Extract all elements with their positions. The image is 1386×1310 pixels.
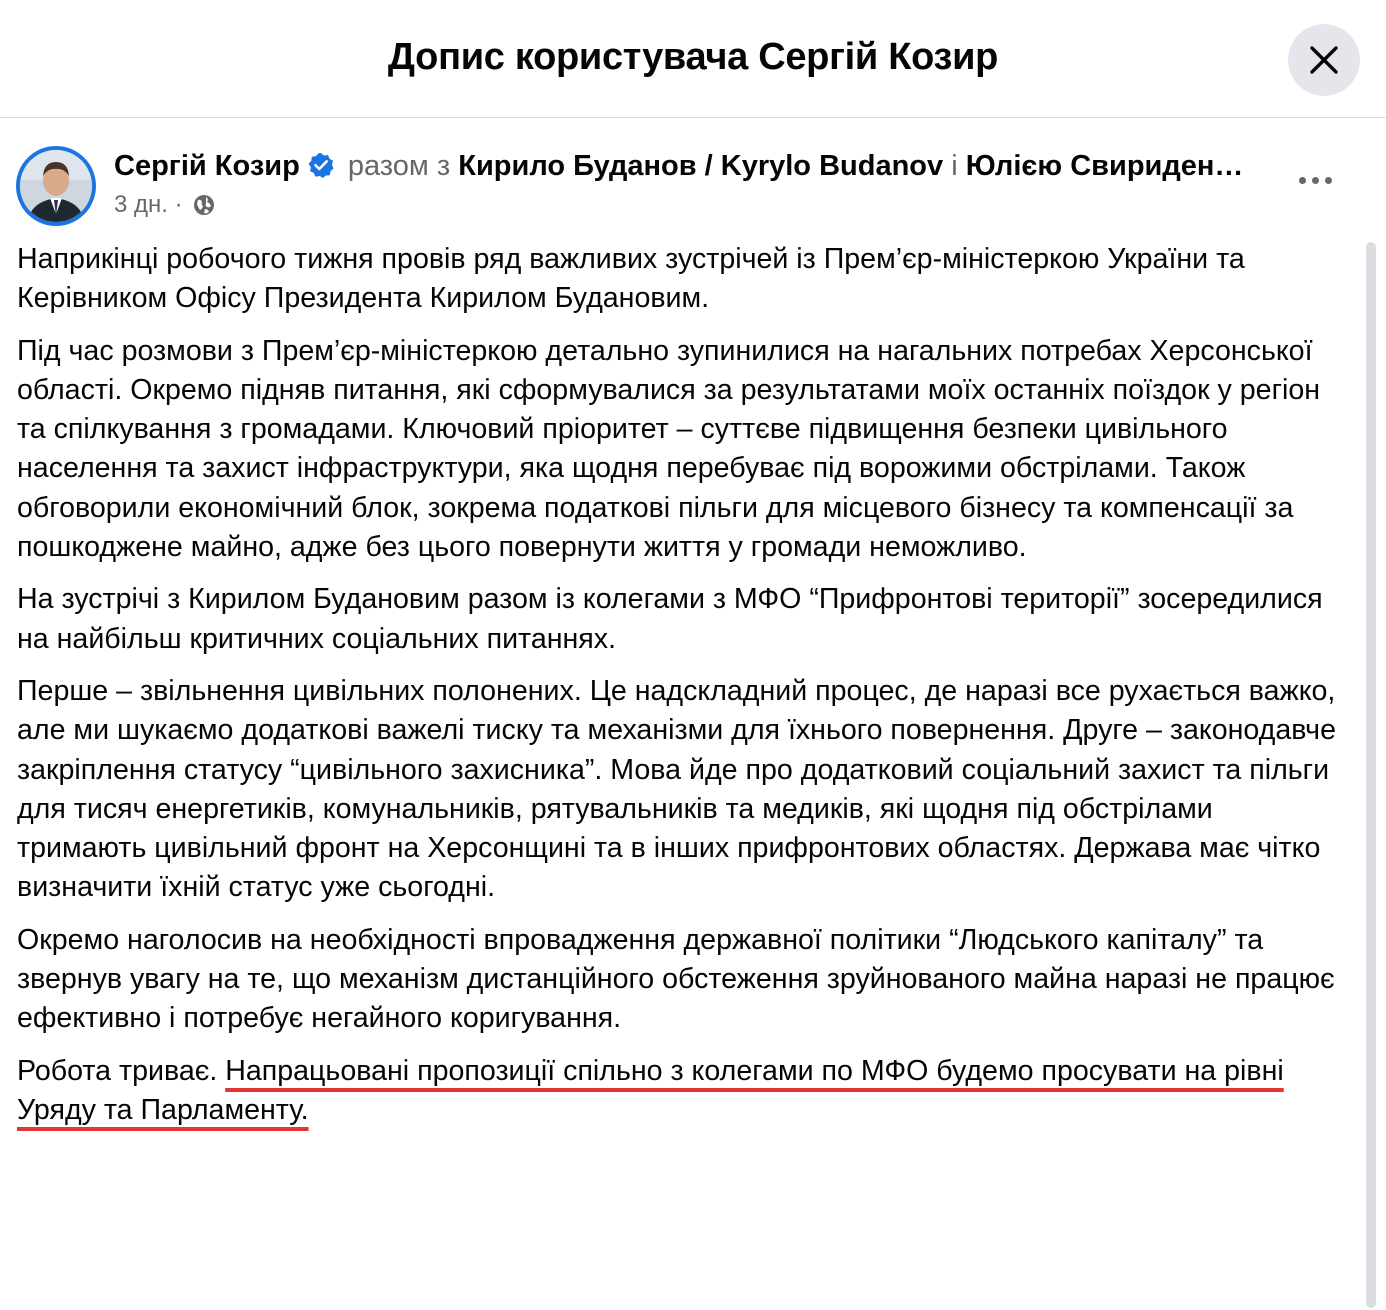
post-meta <box>114 190 215 224</box>
avatar[interactable] <box>16 146 96 226</box>
scrollbar-thumb[interactable] <box>1366 242 1376 1308</box>
dialog-title: Допис користувача Сергій Козир <box>387 36 999 78</box>
highlighted-text: Напрацьовані пропозиції спільно з колегами по МФО будемо просувати на рівні Уряду та Парламенту. <box>17 1054 1284 1126</box>
post-paragraph: Окремо наголосив на необхідності впровадження державної політики “Людського капіталу” та звернув увагу на те, що механізм дистанційного обстеження зруйнованого майна наразі не працює ефективно і потребує негайного коригування. <box>17 923 1335 1035</box>
more-options-icon <box>1299 177 1306 184</box>
paragraph-plain-text: Робота триває. <box>17 1054 226 1087</box>
post-paragraph-last <box>17 1052 1347 1131</box>
post-paragraph: На зустрічі з Кирилом Будановим разом із колегами з МФО “Прифронтові території” зосередилися на найбільш критичних соціальних питаннях. <box>17 583 1323 655</box>
more-options-icon <box>1312 177 1319 184</box>
dialog-header <box>0 0 1386 118</box>
post-content <box>0 118 1386 1192</box>
author-line <box>114 148 1274 187</box>
avatar-photo <box>20 150 92 222</box>
with-text: разом з <box>347 150 451 182</box>
more-options-button[interactable] <box>1296 162 1336 198</box>
post-time[interactable]: 3 дн. <box>114 191 168 218</box>
verified-badge-icon <box>308 151 334 187</box>
tagged-user-2[interactable]: Юлією Свириден… <box>965 150 1244 182</box>
scrollbar[interactable] <box>1360 240 1382 1310</box>
and-text: і <box>951 150 958 182</box>
post-paragraph: Під час розмови з Прем’єр-міністеркою детально зупинилися на нагальних потребах Херсонської області. Окремо підняв питання, які сформувалися за результатами моїх останніх поїздок у регіон та спілкування з громадами. Ключовий пріоритет – суттєве підвищення безпеки цивільного населення та захист інфраструктури, яка щодня перебуває під ворожими обстрілами. Також обговорили економічний блок, зокрема податкові пільги для місцевого бізнесу та компенсації за пошкоджене майно, адже без цього повернути життя у громади неможливо. <box>17 334 1321 564</box>
close-button[interactable] <box>1288 24 1360 96</box>
post-paragraph: Наприкінці робочого тижня провів ряд важливих зустрічей із Прем’єр-міністеркою України та Керівником Офісу Президента Кирилом Будановим. <box>17 243 1245 315</box>
post-paragraph: Перше – звільнення цивільних полонених. Це надскладний процес, де наразі все рухається важко, але ми шукаємо додаткові важелі тиску та механізми для їхнього повернення. Друге – законодавче закріплення статусу “цивільного захисника”. Мова йде про додатковий соціальний захист та пільги для тисяч енергетиків, комунальників, рятувальників та медиків, які щодня під обстрілами тримають цивільний фронт на Херсонщині та в інших прифронтових областях. Держава має чітко визначити їхній статус уже сьогодні. <box>17 674 1336 904</box>
meta-separator: · <box>174 191 183 218</box>
globe-icon <box>193 194 215 224</box>
post-body <box>17 240 1347 1143</box>
more-options-icon <box>1325 177 1332 184</box>
tagged-user-1[interactable]: Кирило Буданов / Kyrylo Budanov <box>458 150 944 182</box>
author-name[interactable]: Сергій Козир <box>114 150 300 182</box>
close-icon <box>1308 44 1340 76</box>
